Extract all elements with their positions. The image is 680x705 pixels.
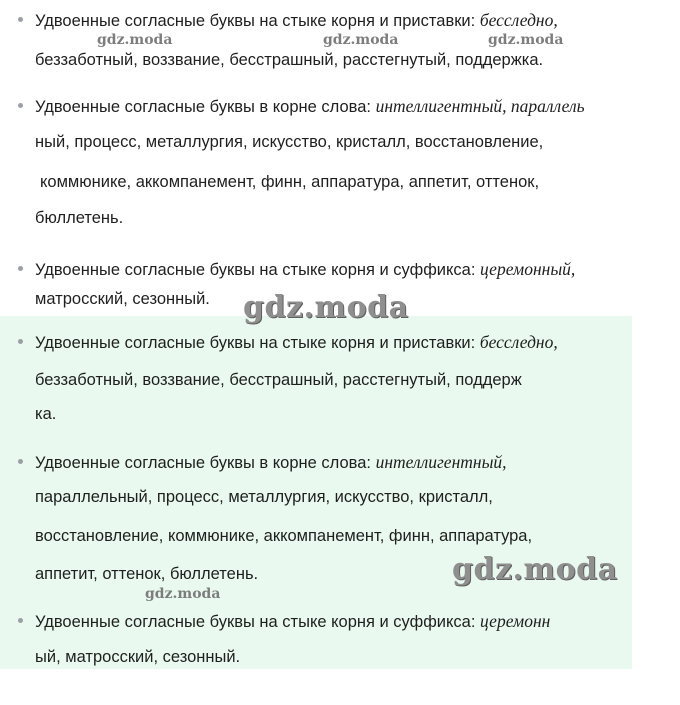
- bullet-dot: [18, 266, 23, 271]
- item-line: [35, 370, 522, 390]
- item-line: [35, 564, 258, 584]
- item-line: [35, 50, 543, 70]
- example-word: бесследно,: [479, 10, 558, 30]
- item-line: [35, 332, 558, 353]
- bullet-dot: [18, 103, 23, 108]
- example-word: интеллигентный,: [375, 452, 507, 472]
- examples-text: беззаботный, воззвание, бесстрашный, расстегнутый, поддерж: [35, 371, 522, 389]
- watermark: gdz.moda: [323, 32, 399, 48]
- item-line: [35, 10, 558, 31]
- item-line: [35, 208, 123, 228]
- examples-text: бюллетень.: [35, 209, 124, 227]
- examples-text: восстановление, коммюнике, аккомпанемент, финн, аппаратура,: [35, 527, 533, 545]
- item-line: [35, 611, 550, 632]
- rule-text: Удвоенные согласные буквы на стыке корня и суффикса:: [35, 613, 480, 631]
- bullet-dot: [18, 618, 23, 623]
- item-line: [35, 289, 210, 309]
- bullet-dot: [18, 459, 23, 464]
- example-word: церемонн: [480, 611, 551, 631]
- examples-text: ный, процесс, металлургия, искусство, кристалл, восстановление,: [35, 133, 544, 151]
- examples-text: коммюнике, аккомпанемент, финн, аппаратура, аппетит, оттенок,: [40, 173, 540, 191]
- item-line: [35, 259, 575, 280]
- rule-text: Удвоенные согласные буквы в корне слова:: [35, 98, 376, 116]
- examples-text: ый, матросский, сезонный.: [35, 648, 241, 666]
- rule-text: Удвоенные согласные буквы на стыке корня и суффикса:: [35, 261, 480, 279]
- rule-text: Удвоенные согласные буквы на стыке корня и приставки:: [35, 334, 480, 352]
- item-line: [40, 172, 539, 192]
- watermark: gdz.moda: [452, 552, 618, 587]
- examples-text: беззаботный, воззвание, бесстрашный, расстегнутый, поддержка.: [35, 51, 544, 69]
- watermark: gdz.moda: [145, 586, 221, 602]
- example-word: интеллигентный, параллель: [375, 96, 585, 116]
- example-word: церемонный,: [480, 259, 576, 279]
- item-line: [35, 404, 56, 424]
- bullet-dot: [18, 339, 23, 344]
- item-line: [35, 132, 543, 152]
- item-line: [35, 526, 532, 546]
- watermark: gdz.moda: [243, 290, 409, 325]
- examples-text: ка.: [35, 405, 57, 423]
- item-line: [35, 487, 493, 507]
- rule-text: Удвоенные согласные буквы на стыке корня и приставки:: [35, 12, 480, 30]
- item-line: [35, 452, 507, 473]
- examples-text: матросский, сезонный.: [35, 290, 210, 308]
- example-word: бесследно,: [479, 332, 558, 352]
- item-line: [35, 96, 585, 117]
- examples-text: аппетит, оттенок, бюллетень.: [35, 565, 259, 583]
- rule-text: Удвоенные согласные буквы в корне слова:: [35, 454, 376, 472]
- examples-text: параллельный, процесс, металлургия, искусство, кристалл,: [35, 488, 493, 506]
- item-line: [35, 647, 240, 667]
- watermark: gdz.moda: [488, 32, 564, 48]
- watermark: gdz.moda: [97, 32, 173, 48]
- bullet-dot: [18, 17, 23, 22]
